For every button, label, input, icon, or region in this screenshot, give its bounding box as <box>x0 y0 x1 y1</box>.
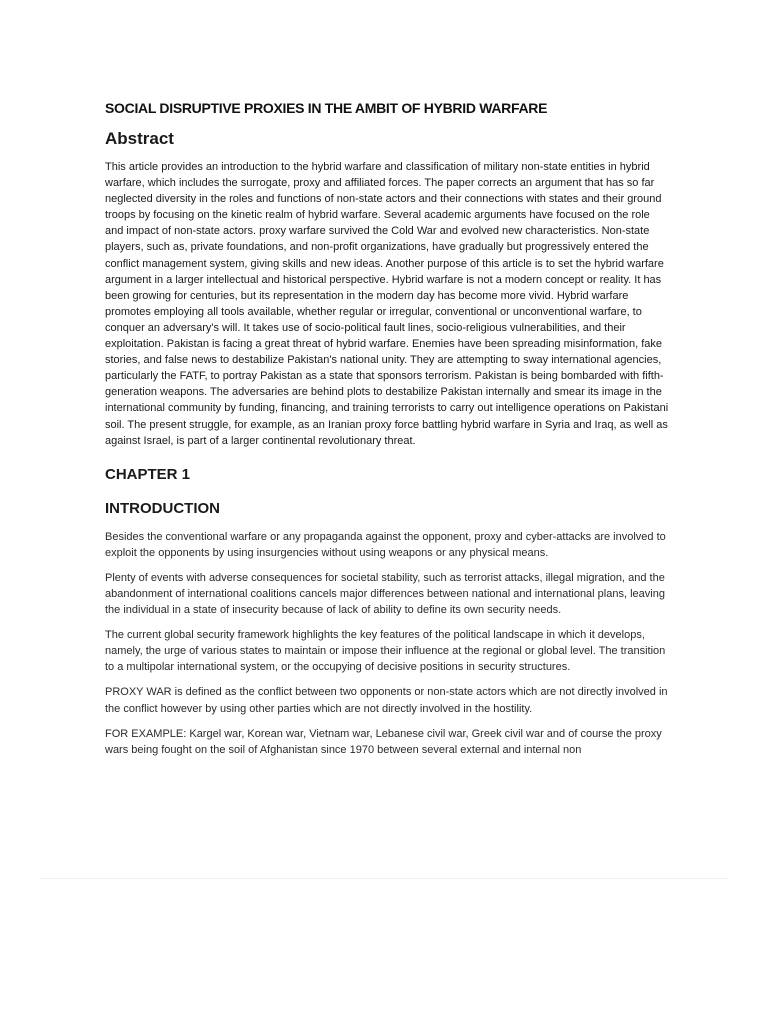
intro-paragraph-1: Besides the conventional warfare or any propaganda against the opponent, proxy and cyber-attacks are involved to exploit the opponents by using insurgencies without using weapons or any physical means. <box>105 530 666 559</box>
section-heading-introduction: INTRODUCTION <box>105 499 220 517</box>
chapter-heading: CHAPTER 1 <box>105 465 191 483</box>
page-content <box>105 98 670 758</box>
intro-paragraph-2: Plenty of events with adverse consequences for societal stability, such as terrorist attacks, illegal migration, and the abandonment of international coalitions cancels major differences between national and international plans, leaving the individual in a state of insecurity because of lack of ability to define its own security needs. <box>105 571 665 617</box>
intro-paragraph-5: FOR EXAMPLE: Kargel war, Korean war, Vietnam war, Lebanese civil war, Greek civil war and of course the proxy wars being fought on the soil of Afghanistan since 1970 between several external and internal non <box>105 727 662 756</box>
page-bottom-rule <box>40 878 728 879</box>
document-title: SOCIAL DISRUPTIVE PROXIES IN THE AMBIT OF HYBRID WARFARE <box>105 100 548 116</box>
abstract-heading: Abstract <box>105 129 174 148</box>
intro-paragraph-3: The current global security framework highlights the key features of the political landscape in which it develops, namely, the urge of various states to maintain or impose their influence at the regional or global level. The transition to a multipolar international system, or the occupying of decisive positions in security structures. <box>105 629 666 674</box>
intro-paragraph-4: PROXY WAR is defined as the conflict between two opponents or non-state actors which are not directly involved in the conflict however by using other parties which are not directly involved in the hostility. <box>105 686 668 715</box>
abstract-text: This article provides an introduction to the hybrid warfare and classification of military non-state entities in hybrid warfare, which includes the surrogate, proxy and affiliated forces. The paper corrects an argument that has so far neglected diversity in the roles and functions of non-state actors and their connections with states and their ground troops by focusing on the kinetic realm of hybrid warfare. Several academic arguments have focused on the role and impact of non-state actors. proxy warfare survived the Cold War and evolved new characteristics. Non-state players, such as, private foundations, and non-profit organizations, have gradually but progressively entered the conflict management system, giving skills and new ideas. Another purpose of this article is to set the hybrid warfare argument in a larger intellectual and historical perspective. Hybrid warfare is not a modern concept or reality. It has been growing for centuries, but its representation in the modern day has become more vivid. Hybrid warfare promotes employing all tools available, whether regular or irregular, conventional or unconventional warfare, to conquer an adversary's will. It takes use of socio-political fault lines, socio-religious vulnerabilities, and their exploitation. Pakistan is facing a great threat of hybrid warfare. Enemies have been spreading misinformation, fake stories, and false news to destabilize Pakistan's national unity. They are attempting to sway international agencies, particularly the FATF, to portray Pakistan as a state that sponsors terrorism. Pakistan is being bombarded with fifth-generation weapons. The adversaries are behind plots to destabilize Pakistan internally and smear its image in the international community by funding, financing, and training terrorists to carry out intelligence operations on Pakistani soil. The present struggle, for example, as an Iranian proxy force battling hybrid warfare in Syria and Iraq, as well as against Israel, is part of a larger continental revolutionary threat. <box>105 161 669 447</box>
